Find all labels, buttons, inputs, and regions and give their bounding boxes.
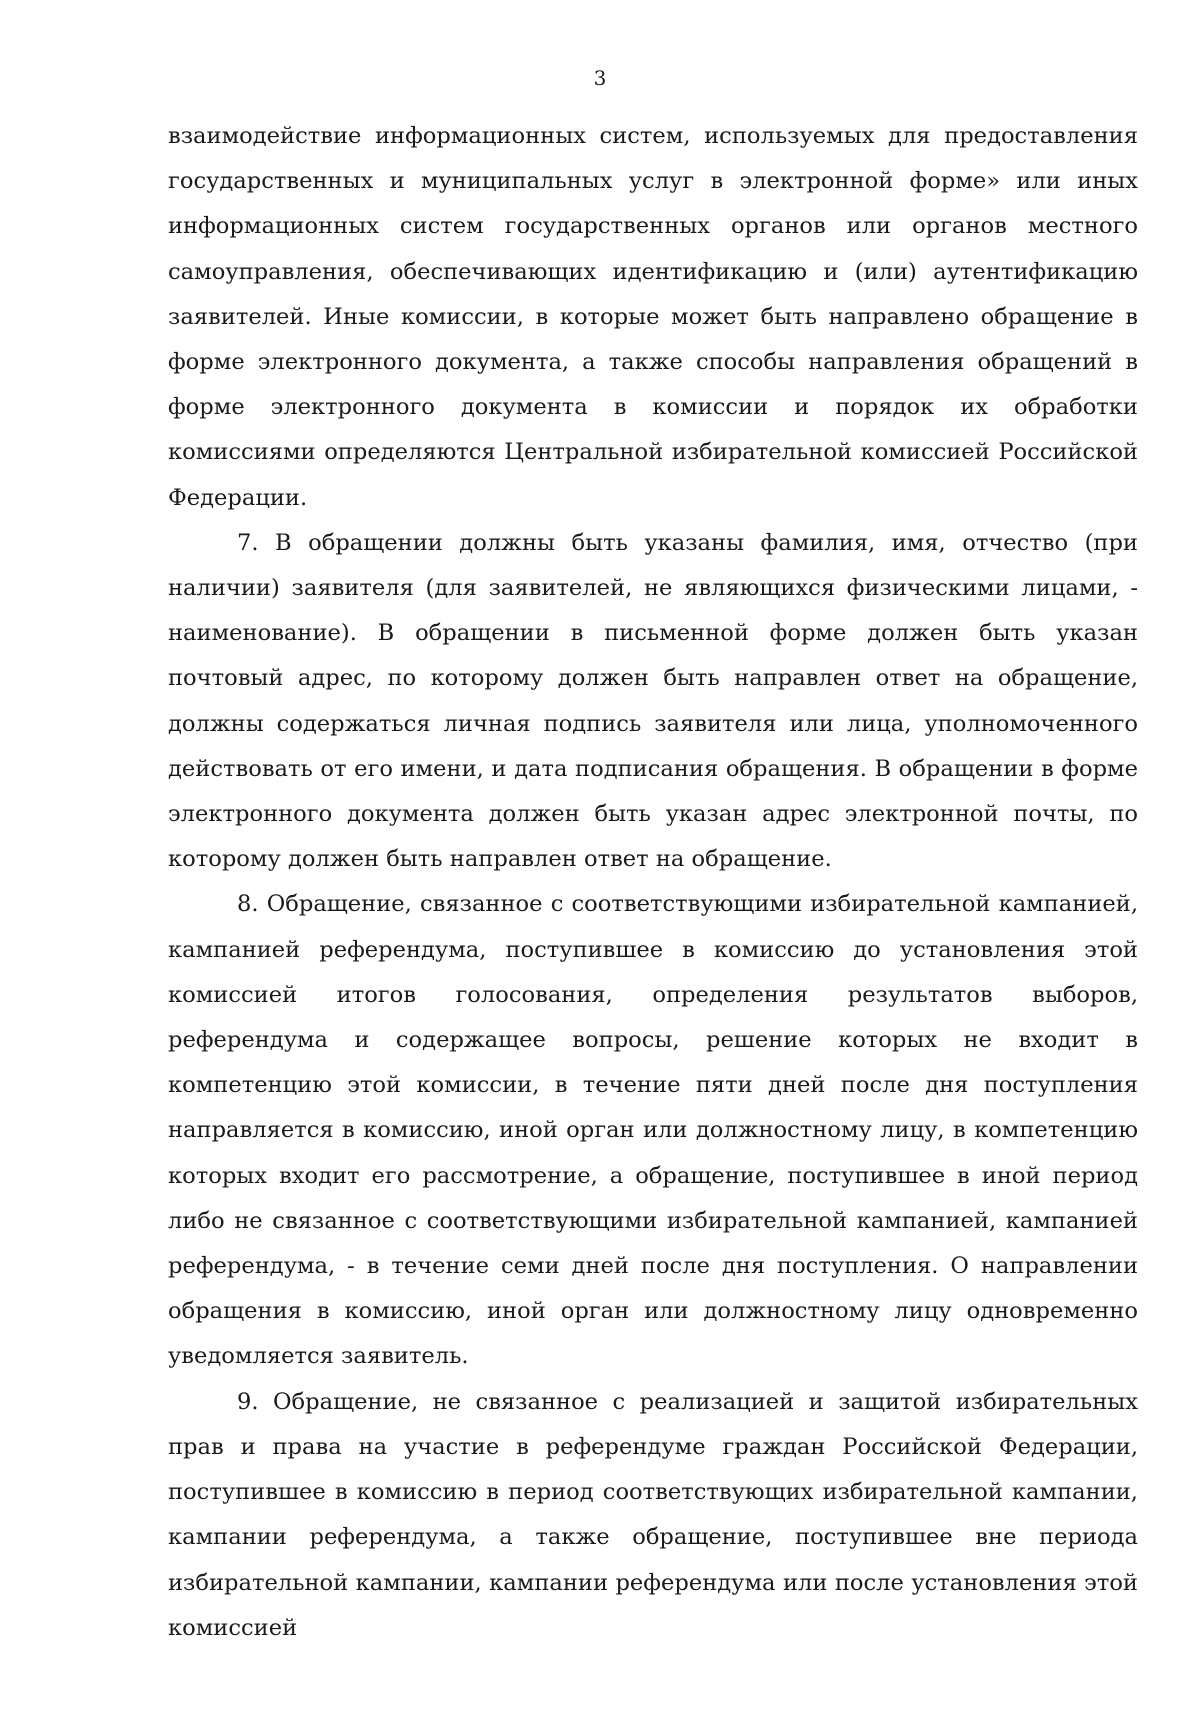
paragraph-continuation: взаимодействие информационных систем, используемых для предоставления государственных и муниципальных услуг в электронной форме» или иных информационных систем государственных органов или органов местного самоуправления, обеспечивающих идентификацию и (или) аутентификацию заявителей. Иные комиссии, в которые может быть направлено обращение в форме электронного документа, а также способы направления обращений в форме электронного документа в комиссии и порядок их обработки комиссиями определяются Центральной избирательной комиссией Российской Федерации. bbox=[168, 123, 1138, 511]
paragraph-item-9: 9. Обращение, не связанное с реализацией и защитой избирательных прав и права на участие в референдуме граждан Российской Федерации, поступившее в комиссию в период соответствующих избирательной кампании, кампании референдума, а также обращение, поступившее вне периода избирательной кампании, кампании референдума или после установления этой комиссией bbox=[168, 1388, 1138, 1641]
document-body bbox=[168, 114, 1138, 1651]
paragraph-item-8: 8. Обращение, связанное с соответствующими избирательной кампанией, кампанией референдума, поступившее в комиссию до установления этой комиссией итогов голосования, определения результатов выборов, референдума и содержащее вопросы, решение которых не входит в компетенцию этой комиссии, в течение пяти дней после дня поступления направляется в комиссию, иной орган или должностному лицу, в компетенцию которых входит его рассмотрение, а обращение, поступившее в иной период либо не связанное с соответствующими избирательной кампанией, кампанией референдума, - в течение семи дней после дня поступления. О направлении обращения в комиссию, иной орган или должностному лицу одновременно уведомляется заявитель. bbox=[168, 891, 1138, 1370]
page-number: 3 bbox=[593, 66, 607, 90]
paragraph-item-7: 7. В обращении должны быть указаны фамилия, имя, отчество (при наличии) заявителя (для заявителей, не являющихся физическими лицами, - наименование). В обращении в письменной форме должен быть указан почтовый адрес, по которому должен быть направлен ответ на обращение, должны содержаться личная подпись заявителя или лица, уполномоченного действовать от его имени, и дата подписания обращения. В обращении в форме электронного документа должен быть указан адрес электронной почты, по которому должен быть направлен ответ на обращение. bbox=[168, 529, 1138, 873]
